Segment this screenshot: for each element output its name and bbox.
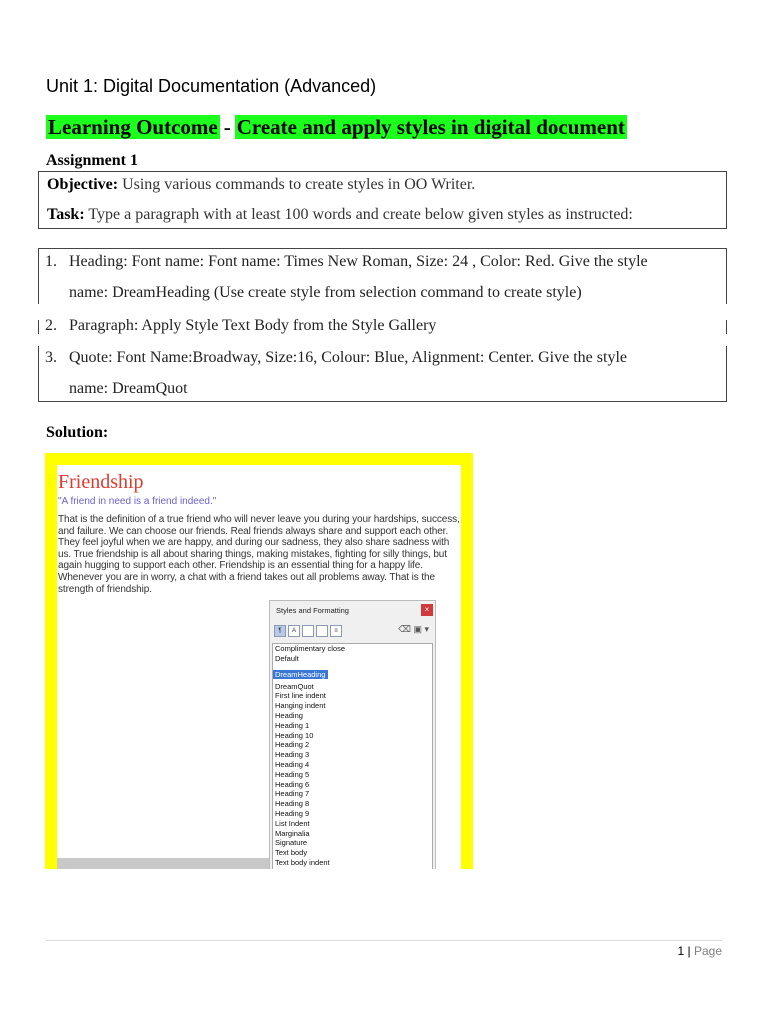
style-item[interactable]: First line indent (275, 691, 326, 701)
objective-text: Using various commands to create styles in OO Writer. (122, 176, 476, 193)
style-item[interactable]: Heading 5 (275, 769, 310, 779)
solution-label: Solution: (46, 424, 109, 441)
style-item[interactable]: List Indent (275, 818, 310, 828)
doc-heading: Friendship (58, 471, 144, 493)
doc-paragraph: That is the definition of a true friend who will never leave you during your hardships, success, and failure. We can choose our friends. Real friends always share and support each other. They feel joyful when we are happy, and during our sadness, they also share sadness with us. True friendship is all about sharing things, making mistakes, fighting for silly things, but again hugging to support each other. Friendship is an essential thing for a happy life. Whenever you are in worry, a chat with a friend takes out all problems away. That is the strength of friendship. (58, 514, 460, 595)
page-label: Page (693, 944, 722, 958)
style-item[interactable]: Heading 6 (275, 779, 310, 789)
instruction-item-1 (45, 253, 648, 271)
instruction-item-3 (45, 349, 627, 367)
unit-title: Unit 1: Digital Documentation (Advanced) (46, 76, 377, 96)
screenshot-document (57, 465, 461, 869)
style-item[interactable]: Heading 2 (275, 740, 310, 750)
style-item[interactable]: Heading 10 (275, 730, 314, 740)
styles-formatting-panel (269, 600, 436, 869)
learning-outcome-text: Create and apply styles in digital document (236, 115, 625, 139)
page-footer (677, 944, 722, 958)
style-item[interactable]: Heading 9 (275, 808, 310, 818)
paragraph-styles-icon[interactable]: ¶ (274, 625, 286, 637)
style-item[interactable]: Complimentary close (275, 644, 346, 653)
style-item[interactable]: Text body (275, 848, 308, 858)
objective-label: Objective: (47, 176, 119, 193)
list-styles-icon[interactable]: ≡ (330, 625, 342, 637)
style-item[interactable]: Heading 7 (275, 789, 310, 799)
character-styles-icon[interactable]: A (288, 625, 300, 637)
instructions-list (38, 248, 727, 402)
style-item[interactable]: Heading 8 (275, 799, 310, 809)
learning-outcome-separator: - (223, 115, 231, 139)
panel-toolbar (274, 625, 344, 643)
objective-line (47, 176, 475, 194)
style-item[interactable]: Heading (275, 710, 303, 720)
instruction-number: 2. (45, 317, 57, 334)
page-styles-icon[interactable] (316, 625, 328, 637)
learning-outcome-label: Learning Outcome (48, 115, 218, 139)
instruction-item-3-cont: name: DreamQuot (69, 380, 188, 397)
style-item[interactable]: Text body indent (275, 857, 330, 867)
style-item-selected[interactable]: DreamHeading (273, 670, 328, 680)
frame-styles-icon[interactable] (302, 625, 314, 637)
task-line (47, 206, 633, 224)
instruction-item-2 (45, 317, 436, 335)
style-item[interactable]: Marginalia (275, 828, 310, 838)
close-icon[interactable]: × (421, 604, 433, 616)
styles-list[interactable] (272, 643, 433, 869)
style-item[interactable]: Heading 3 (275, 750, 310, 760)
panel-title: Styles and Formatting (276, 606, 349, 615)
footer-separator: | (687, 944, 691, 958)
task-text: Type a paragraph with at least 100 words and create below given styles as instructed: (88, 206, 633, 223)
instruction-text: Paragraph: Apply Style Text Body from the Style Gallery (69, 317, 437, 334)
instruction-item-1-cont: name: DreamHeading (Use create style from selection command to create style) (69, 284, 582, 301)
objective-box (38, 171, 727, 229)
style-item[interactable]: DreamQuot (275, 681, 314, 691)
assignment-title: Assignment 1 (46, 152, 139, 169)
instruction-text: Heading: Font name: Font name: Times New Roman, Size: 24 , Color: Red. Give the style (69, 253, 648, 270)
style-item[interactable]: Heading 1 (275, 720, 310, 730)
instruction-text: Quote: Font Name:Broadway, Size:16, Colour: Blue, Alignment: Center. Give the style (69, 349, 627, 366)
instruction-number: 3. (45, 349, 57, 366)
fill-format-icon[interactable]: ⌫ ▣ ▾ (398, 624, 429, 634)
task-label: Task: (47, 206, 85, 223)
style-item[interactable]: Heading 4 (275, 759, 310, 769)
style-item[interactable]: Default (275, 653, 299, 663)
doc-quote: "A friend in need is a friend indeed." (58, 496, 217, 507)
style-item[interactable]: Signature (275, 838, 308, 848)
page-number: 1 (677, 944, 685, 958)
learning-outcome (46, 115, 627, 140)
style-item[interactable]: Hanging indent (275, 701, 326, 711)
solution-screenshot (45, 453, 473, 869)
horizontal-scrollbar[interactable] (57, 858, 269, 869)
instruction-number: 1. (45, 253, 57, 270)
footer-divider (46, 940, 722, 941)
